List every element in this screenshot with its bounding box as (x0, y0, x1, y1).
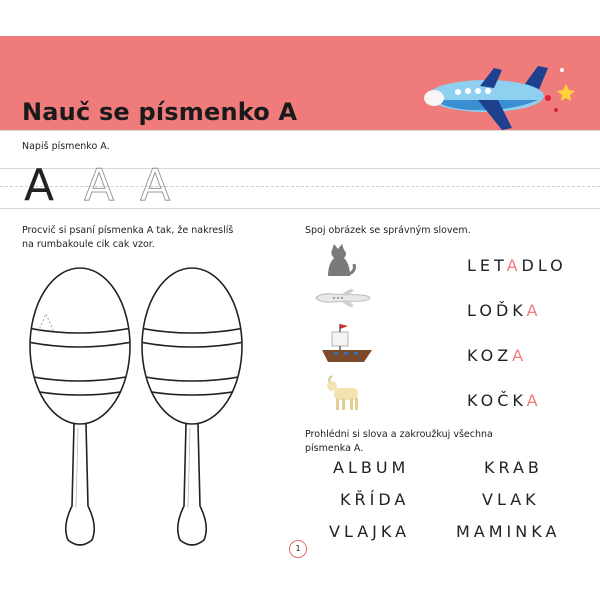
letter-solid: A (24, 160, 55, 211)
circle-word[interactable]: VLAJKA (329, 522, 411, 541)
circle-instruction-line1: Prohlédni si slova a zakroužkuj všechna (305, 429, 493, 440)
circle-word[interactable]: KŘÍDA (340, 490, 410, 509)
worksheet-page (0, 36, 600, 564)
letter-trace: A (140, 160, 171, 211)
circle-word[interactable]: VLAK (482, 490, 540, 509)
airplane-icon (312, 287, 372, 309)
circle-word[interactable]: ALBUM (333, 458, 410, 477)
match-word[interactable]: LETADLO (467, 256, 567, 275)
cat-icon (322, 242, 358, 280)
circle-instruction-line2: písmenka A. (305, 443, 364, 454)
circle-word[interactable]: MAMINKA (456, 522, 561, 541)
maracas-illustration (18, 256, 258, 556)
match-word[interactable]: KOČKA (467, 391, 542, 410)
writing-instruction: Napiš písmenko A. (22, 141, 110, 152)
ship-icon (318, 320, 374, 366)
airplane-illustration (420, 56, 580, 136)
page-title: Nauč se písmenko A (22, 98, 298, 126)
divider (0, 130, 600, 131)
match-word[interactable]: KOZA (467, 346, 528, 365)
maracas-instruction-line1: Procvič si psaní písmenka A tak, že nakreslíš (22, 225, 234, 236)
goat-icon (322, 374, 364, 414)
circle-word[interactable]: KRAB (484, 458, 543, 477)
page-number: 1 (289, 540, 307, 558)
match-word[interactable]: LOĎKA (467, 301, 542, 320)
maracas-instruction-line2: na rumbakoule cik cak vzor. (22, 239, 155, 250)
letter-trace: A (84, 160, 115, 211)
match-instruction: Spoj obrázek se správným slovem. (305, 225, 471, 236)
